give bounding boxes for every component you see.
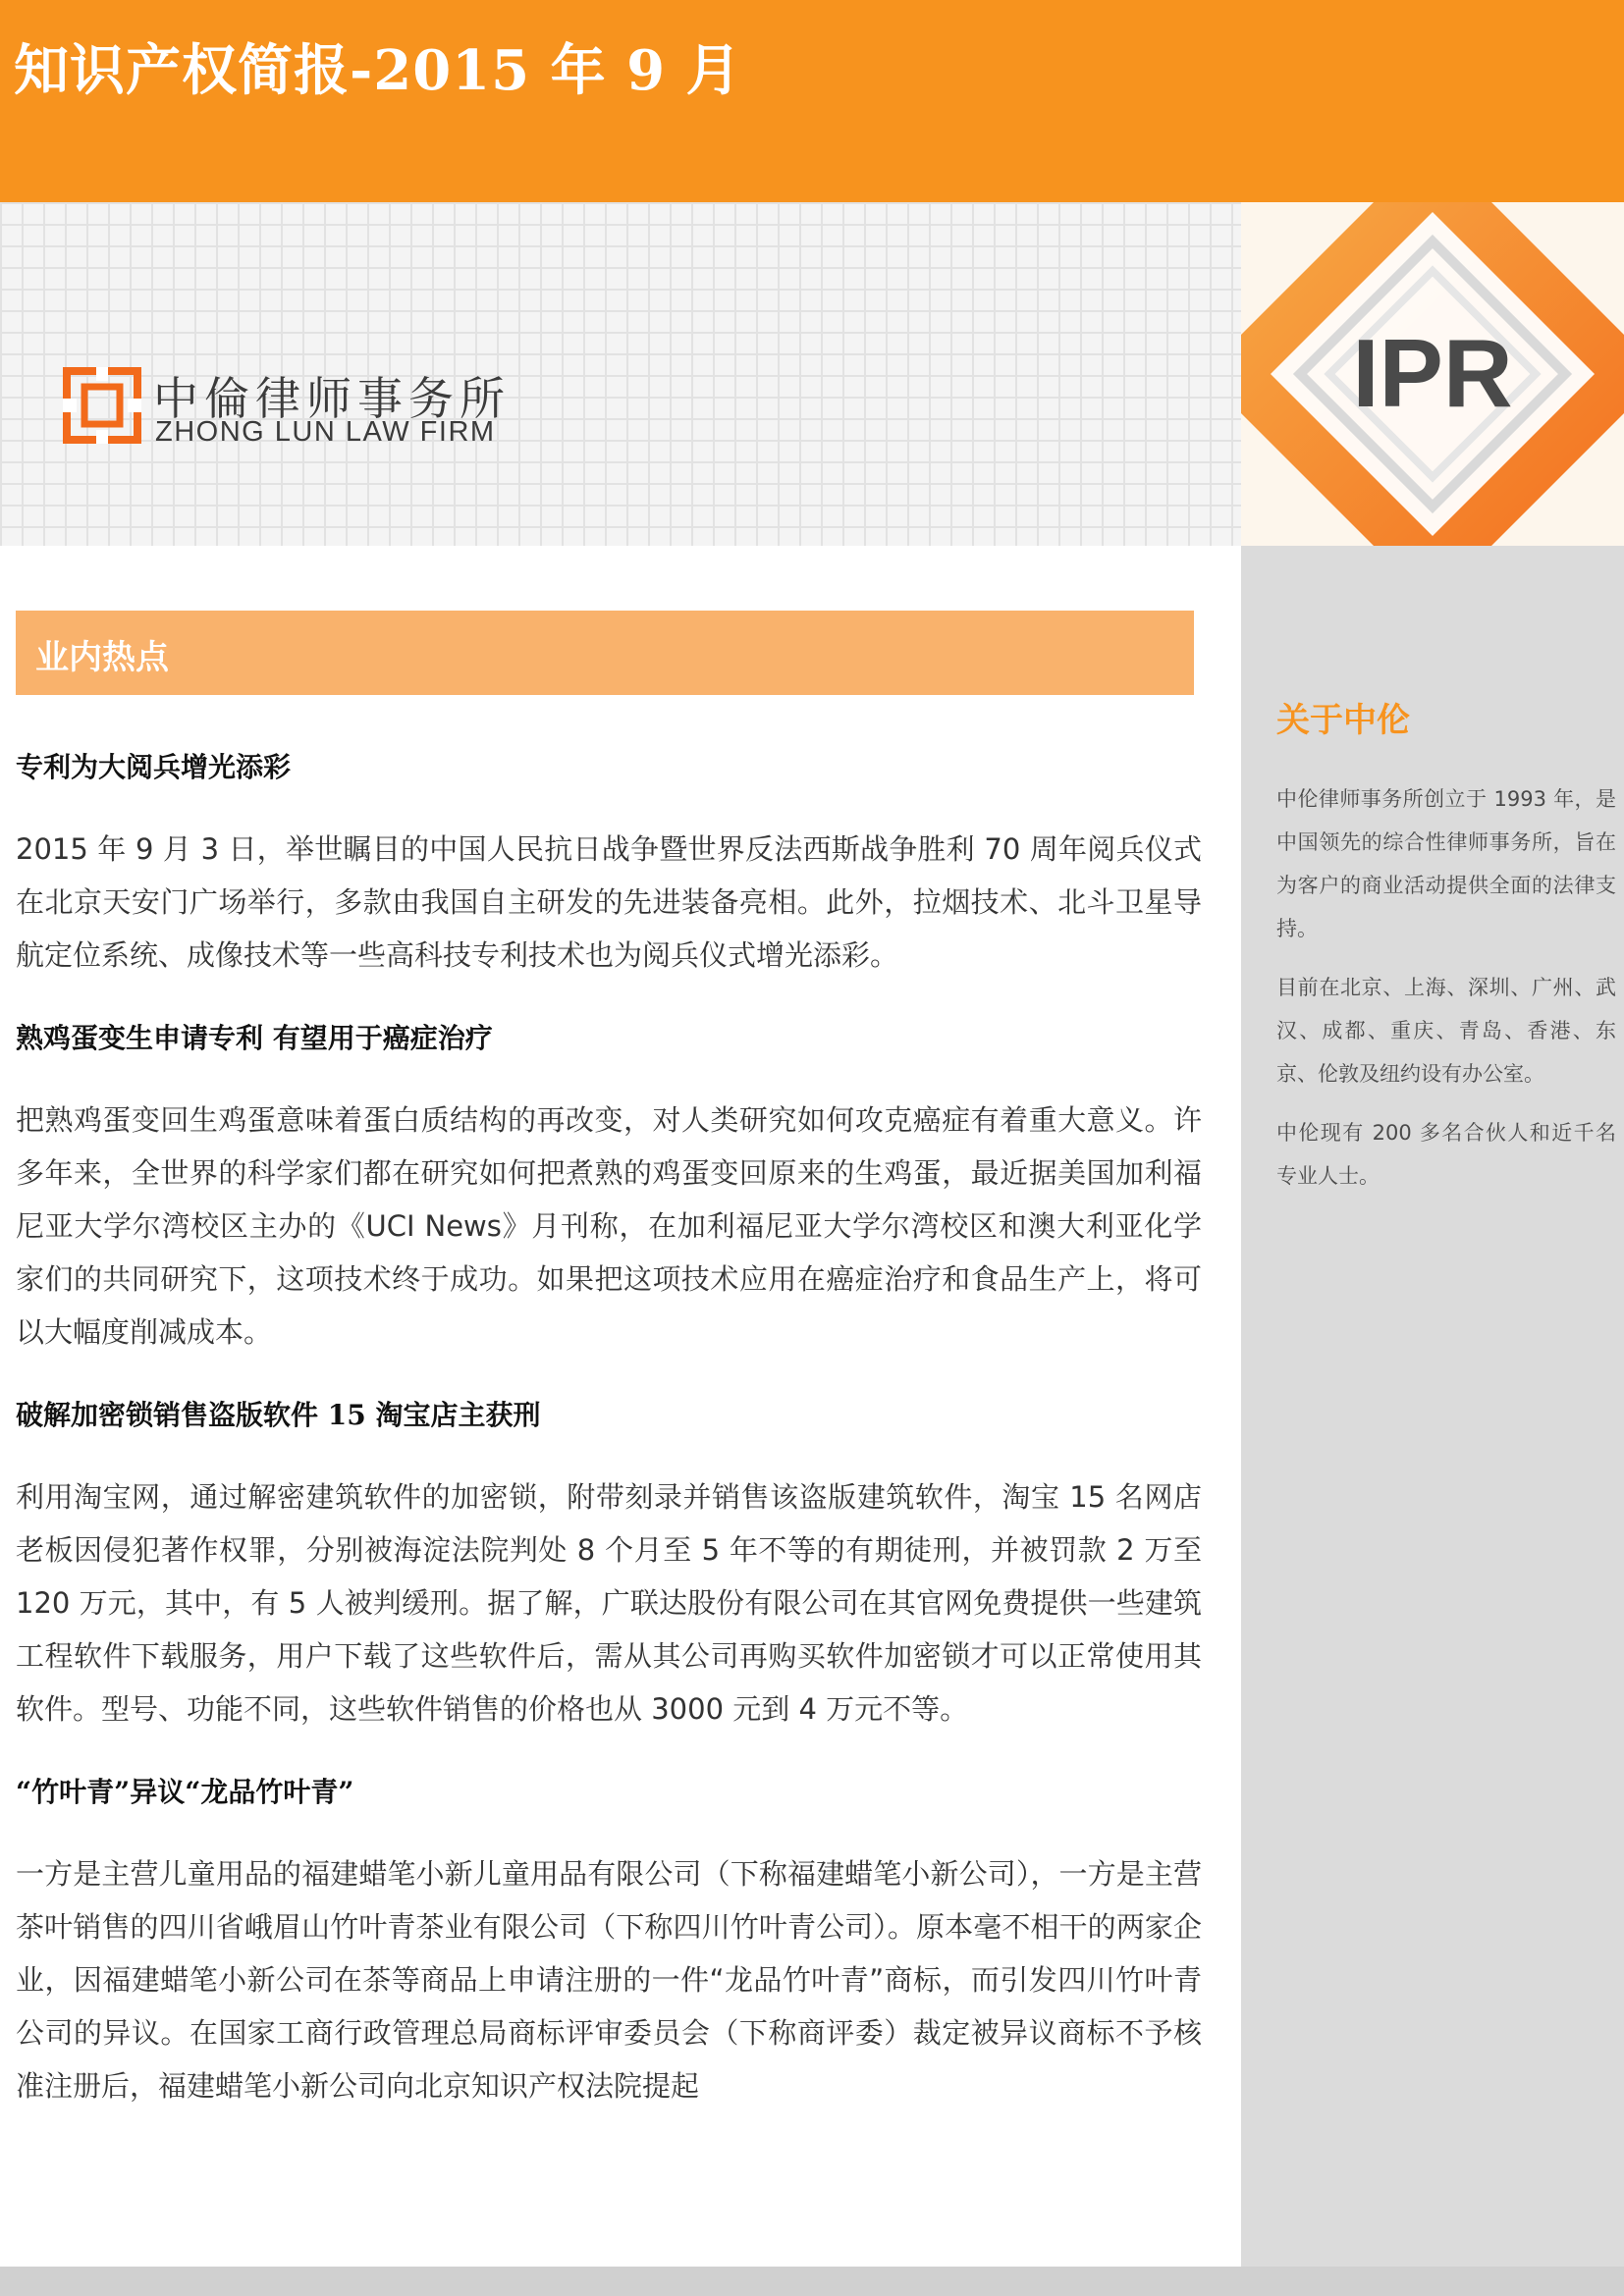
sidebar xyxy=(1241,546,1624,2267)
article-title: 破解加密锁销售盗版软件 15 淘宝店主获刑 xyxy=(16,1399,541,1431)
ipr-diamond-icon xyxy=(1241,202,1624,546)
article-title: “竹叶青”异议“龙品竹叶青” xyxy=(16,1776,354,1808)
article-title: 熟鸡蛋变生申请专利 有望用于癌症治疗 xyxy=(16,1022,493,1054)
sidebar-title: 关于中伦 xyxy=(1276,701,1410,740)
section-title: 业内热点 xyxy=(35,638,169,677)
article xyxy=(16,1017,1202,1359)
firm-name-en: ZHONG LUN LAW FIRM xyxy=(155,416,496,448)
section-header xyxy=(16,611,1194,695)
article xyxy=(16,1394,1202,1735)
articles-list xyxy=(16,746,1202,2148)
sidebar-paragraph: 中伦律师事务所创立于 1993 年，是中国领先的综合性律师事务所，旨在为客户的商业活动提供全面的法律支持。 xyxy=(1276,787,1616,940)
footer-strip xyxy=(0,2267,1624,2296)
firm-logo-icon xyxy=(63,367,141,444)
ipr-label: IPR xyxy=(1352,319,1513,427)
sidebar-paragraph: 中伦现有 200 多名合伙人和近千名专业人士。 xyxy=(1276,1121,1616,1188)
article-title: 专利为大阅兵增光添彩 xyxy=(16,751,292,783)
header-bar xyxy=(0,0,1624,202)
article-body: 2015 年 9 月 3 日，举世瞩目的中国人民抗日战争暨世界反法西斯战争胜利 70 周年阅兵仪式在北京天安门广场举行，多款由我国自主研发的先进装备亮相。此外，拉烟技术、北斗卫星导航定位系统、成像技术等一些高科技专利技术也为阅兵仪式增光添彩。 xyxy=(16,832,1202,972)
article xyxy=(16,746,1202,982)
article xyxy=(16,1771,1202,2112)
firm-logo xyxy=(63,363,613,452)
article-body: 利用淘宝网，通过解密建筑软件的加密锁，附带刻录并销售该盗版建筑软件，淘宝 15 名网店老板因侵犯著作权罪，分别被海淀法院判处 8 个月至 5 年不等的有期徒刑，并被罚款 2 万至 120 万元，其中，有 5 人被判缓刑。据了解，广联达股份有限公司在其官网免费提供一些建筑工程软件下载服务，用户下载了这些软件后，需从其公司再购买软件加密锁才可以正常使用其软件。型号、功能不同，这些软件销售的价格也从 3000 元到 4 万元不等。 xyxy=(16,1480,1202,1726)
article-body: 一方是主营儿童用品的福建蜡笔小新儿童用品有限公司（下称福建蜡笔小新公司），一方是主营茶叶销售的四川省峨眉山竹叶青茶业有限公司（下称四川竹叶青公司）。原本毫不相干的两家企业，因福建蜡笔小新公司在茶等商品上申请注册的一件“龙品竹叶青”商标，而引发四川竹叶青公司的异议。在国家工商行政管理总局商标评审委员会（下称商评委）裁定被异议商标不予核准注册后，福建蜡笔小新公司向北京知识产权法院提起 xyxy=(16,1857,1202,2103)
page-title: 知识产权简报-2015 年 9 月 xyxy=(14,38,742,103)
ipr-graphic xyxy=(1241,202,1624,546)
sidebar-paragraph: 目前在北京、上海、深圳、广州、武汉、成都、重庆、青岛、香港、东京、伦敦及纽约设有办公室。 xyxy=(1276,976,1616,1086)
article-body: 把熟鸡蛋变回生鸡蛋意味着蛋白质结构的再改变，对人类研究如何攻克癌症有着重大意义。许多年来，全世界的科学家们都在研究如何把煮熟的鸡蛋变回原来的生鸡蛋，最近据美国加利福尼亚大学尔湾校区主办的《UCI News》月刊称，在加利福尼亚大学尔湾校区和澳大利亚化学家们的共同研究下，这项技术终于成功。如果把这项技术应用在癌症治疗和食品生产上，将可以大幅度削减成本。 xyxy=(16,1103,1202,1349)
firm-name-cn: 中倫律师事务所 xyxy=(153,372,511,425)
